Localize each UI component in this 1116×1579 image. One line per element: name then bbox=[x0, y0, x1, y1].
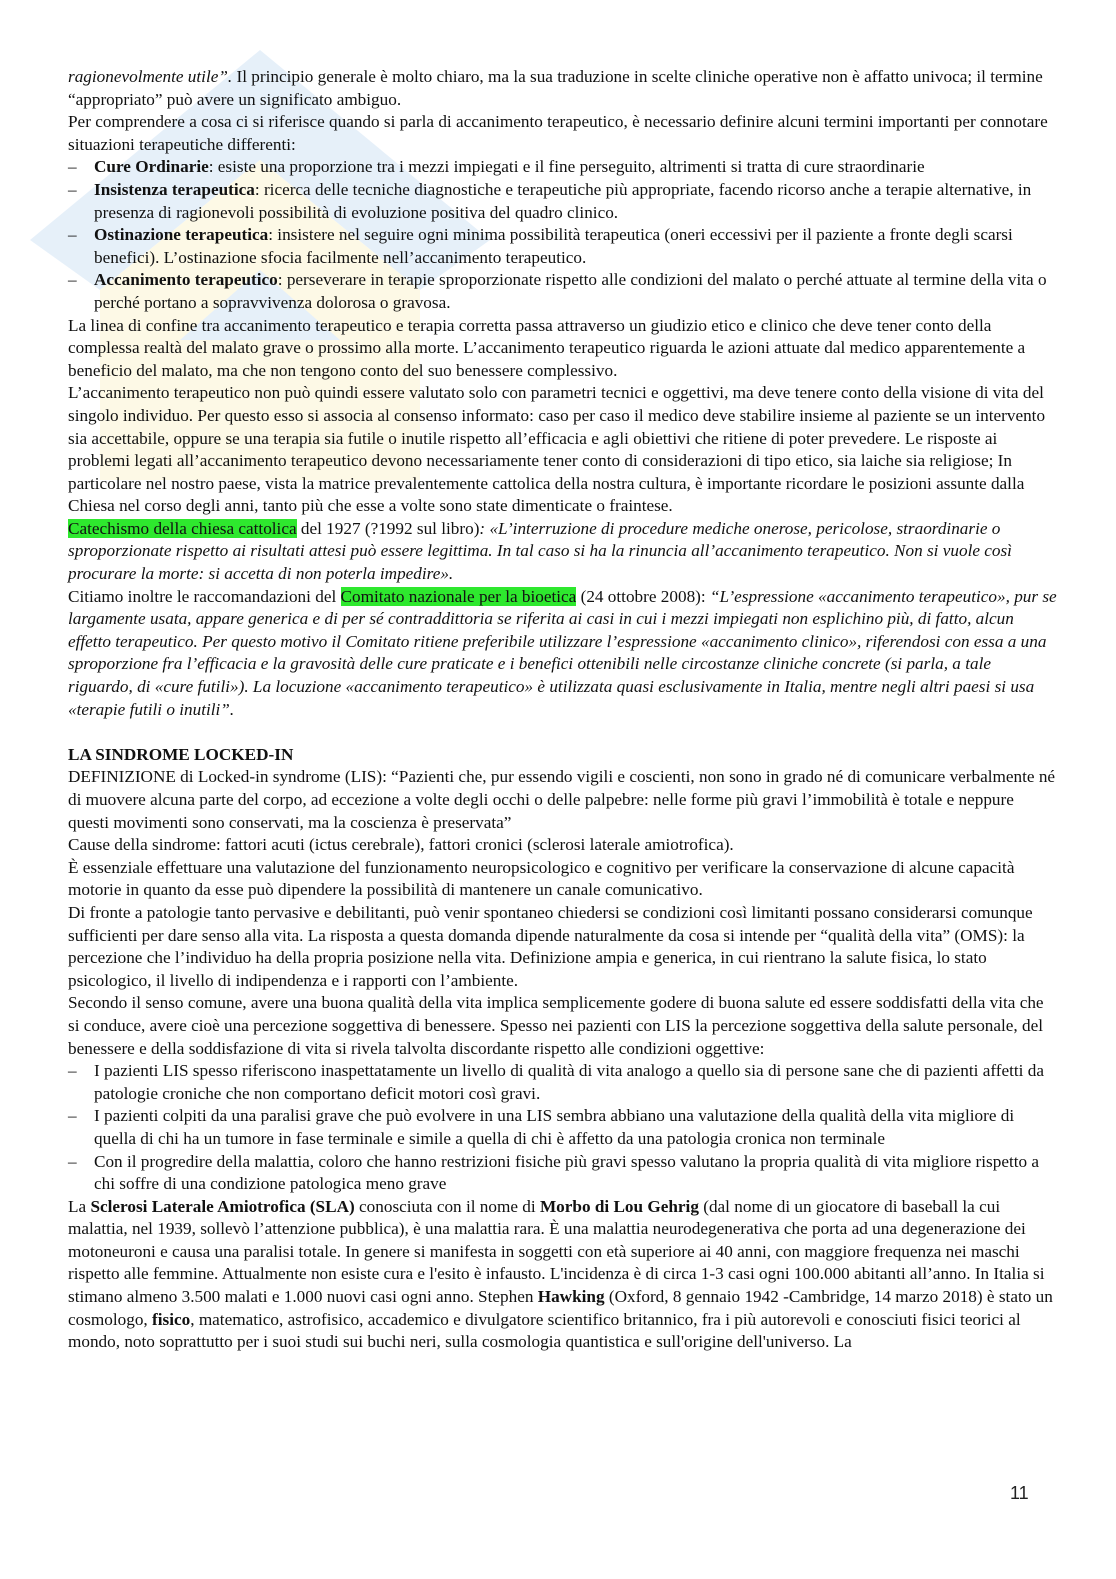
paragraph-valutazione-neuro: È essenziale effettuare una valutazione del funzionamento neuropsicologico e cognitivo per verificare la conservazione di alcune capacità motorie in quanto da esse può dipendere la possibilità di mantenere un canale comunicativo. bbox=[68, 857, 1015, 900]
paragraph-valutazione: L’accanimento terapeutico non può quindi essere valutato solo con parametri tecnici e oggettivi, ma deve tenere conto della visione di vita del singolo individuo. Per questo esso si associa al consenso informato: caso per caso il medico deve stabilire insieme al paziente se un intervento sia accettabile, oppure se una terapia sia futile o inutile rispetto all’efficacia e agli obiettivi che ritiene di poter prevedere. Le risposte ai problemi legati all’accanimento terapeutico devono necessariamente tener conto di considerazioni di tipo etico, sia laiche sia religiose; In particolare nel nostro paese, vista la matrice prevalentemente cattolica della nostra cultura, è importante ricordare le posizioni assunte dalla Chiesa nel corso degli anni, tanto più che esse a volte sono state dimenticate o fraintese. bbox=[68, 383, 1046, 516]
page-number: 11 bbox=[1010, 1483, 1029, 1503]
paragraph-cause: Cause della sindrome: fattori acuti (ictus cerebrale), fattori cronici (sclerosi laterale amiotrofica). bbox=[68, 835, 734, 855]
paragraph-qualita-vita: Di fronte a patologie tanto pervasive e debilitanti, può venir spontaneo chiedersi se condizioni così limitanti possano considerarsi comunque sufficienti per dare senso alla vita. La risposta a questa domanda dipende naturalmente da cosa si intende per “qualità della vita” (OMS): la percezione che l’individuo ha della propria posizione nella vita. Definizione ampia e generica, in cui rientrano la salute fisica, lo stato psicologico, il livello di indipendenza e i rapporti con l’ambiente. bbox=[68, 902, 1033, 990]
paragraph-senso-comune: Secondo il senso comune, avere una buona qualità della vita implica semplicemente godere di buona salute ed essere soddisfatti della vita che si conduce, avere cioè una percezione soggettiva di benessere. Spesso nei pazienti con LIS la percezione soggettiva della salute personale, del benessere e della soddisfazione di vita si rivela talvolta discordante rispetto alle condizioni oggettive: bbox=[68, 993, 1044, 1058]
list-item: – Insistenza terapeutica: ricerca delle tecniche diagnostiche e terapeutiche più appropriate, facendo ricorso anche a terapie alternative, in presenza di ragionevoli possibilità di evoluzione positiva del quadro clinico. bbox=[68, 179, 1058, 224]
paragraph-confine: La linea di confine tra accanimento terapeutico e terapia corretta passa attraverso un giudizio etico e clinico che deve tener conto della complessa realtà del malato grave o prossimo alla morte. L’accanimento terapeutico riguarda le azioni attuate dal medico apparentemente a beneficio del malato, ma che non tengono conto del suo benessere complessivo. bbox=[68, 315, 1026, 380]
terms-list bbox=[68, 156, 1058, 314]
paragraph-sla: La Sclerosi Laterale Amiotrofica (SLA) conosciuta con il nome di Morbo di Lou Gehrig (dal nome di un giocatore di baseball la cui malattia, nel 1939, sollevò l’attenzione pubblica), è una malattia rara. È una malattia neurodegenerativa che porta ad una degenerazione dei motoneuroni e causa una paralisi totale. In genere si manifesta in soggetti con età superiore ai 40 anni, con maggiore frequenza nei maschi rispetto alle femmine. Attualmente non esiste cura e l'esito è infausto. L'incidenza è di circa 1-3 casi ogni 100.000 abitanti all’anno. In Italia si stimano almeno 3.500 malati e 1.000 nuovi casi ogni anno. Stephen Hawking (Oxford, 8 gennaio 1942 -Cambridge, 14 marzo 2018) è stato un cosmologo, fisico, matematico, astrofisico, accademico e divulgatore scientifico britannico, fra i più autorevoli e conosciuti fisici teorici al mondo, noto soprattutto per i suoi studi sui buchi neri, sulla cosmologia quantistica e sull'origine dell'universo. La bbox=[68, 1196, 1053, 1352]
list-item: – I pazienti LIS spesso riferiscono inaspettatamente un livello di qualità di vita analogo a quello sia di persone sane che di pazienti affetti da patologie croniche che non comportano deficit motori così gravi. bbox=[68, 1060, 1058, 1105]
list-item: – Ostinazione terapeutica: insistere nel seguire ogni minima possibilità terapeutica (oneri eccessivi per il paziente a fronte degli scarsi benefici). L’ostinazione sfocia facilmente nell’accanimento terapeutico. bbox=[68, 224, 1058, 269]
list-item: – I pazienti colpiti da una paralisi grave che può evolvere in una LIS sembra abbiano una valutazione della qualità della vita migliore di quella di chi ha un tumore in fase terminale e simile a quella di chi è affetto da una patologia cronica non terminale bbox=[68, 1105, 1058, 1150]
paragraph-comitato: Citiamo inoltre le raccomandazioni del Comitato nazionale per la bioetica (24 ottobre 2008): “L’espressione «accanimento terapeutico», pur se largamente usata, appare generica e di per sé contraddittoria se riferita ai casi in cui i mezzi impiegati non esplichino più, di fatto, alcun effetto terapeutico. Per questo motivo il Comitato ritiene preferibile utilizzare l’espressione «accanimento clinico», riferendosi con essa a una sproporzione fra l’efficacia e la gravosità delle cure praticate e i benefici ottenibili nelle circostanze cliniche concrete (si parla, a tale riguardo, di «cure futili»). La locuzione «accanimento terapeutico» è utilizzata quasi esclusivamente in Italia, mentre negli altri paesi si usa «terapie futili o inutili”. bbox=[68, 586, 1057, 719]
highlight-comitato: Comitato nazionale per la bioetica bbox=[340, 586, 577, 606]
paragraph-lis-definition: DEFINIZIONE di Locked-in syndrome (LIS): “Pazienti che, pur essendo vigili e coscienti, non sono in grado né di comunicare verbalmente né di muovere alcuna parte del corpo, ad eccezione a volte degli occhi o delle palpebre: nelle forme più gravi l’immobilità è totale e neppure questi movimenti sono conservati, ma la coscienza è preservata” bbox=[68, 767, 1056, 832]
lis-points-list bbox=[68, 1060, 1058, 1196]
paragraph-catechismo: Catechismo della chiesa cattolica del 1927 (?1992 sul libro): «L’interruzione di procedure mediche onerose, pericolose, straordinarie o sproporzionate rispetto ai risultati attesi può essere legittima. In tal caso si ha la rinuncia all’accanimento terapeutico. Non si vuole così procurare la morte: si accetta di non poterla impedire». bbox=[68, 518, 1012, 584]
highlight-catechismo: Catechismo della chiesa cattolica bbox=[68, 518, 297, 538]
list-item: – Accanimento terapeutico: perseverare in terapie sproporzionate rispetto alle condizioni del malato o perché attuate al termine della vita o perché portano a sopravvivenza dolorosa o gravosa. bbox=[68, 269, 1058, 314]
spacer bbox=[68, 721, 1058, 744]
document-page bbox=[68, 66, 1058, 1354]
list-item: – Cure Ordinarie: esiste una proporzione tra i mezzi impiegati e il fine perseguito, altrimenti si tratta di cure straordinarie bbox=[68, 156, 1058, 179]
paragraph-intro: ragionevolmente utile”. Il principio generale è molto chiaro, ma la sua traduzione in scelte cliniche operative non è affatto univoca; il termine “appropriato” può avere un significato ambiguo. bbox=[68, 67, 1043, 109]
section-heading: LA SINDROME LOCKED-IN bbox=[68, 744, 294, 764]
paragraph-definitions-intro: Per comprendere a cosa ci si riferisce quando si parla di accanimento terapeutico, è necessario definire alcuni termini importanti per connotare situazioni terapeutiche differenti: bbox=[68, 112, 1048, 154]
list-item: – Con il progredire della malattia, coloro che hanno restrizioni fisiche più gravi spesso valutano la propria qualità di vita migliore rispetto a chi soffre di una condizione patologica meno grave bbox=[68, 1151, 1058, 1196]
